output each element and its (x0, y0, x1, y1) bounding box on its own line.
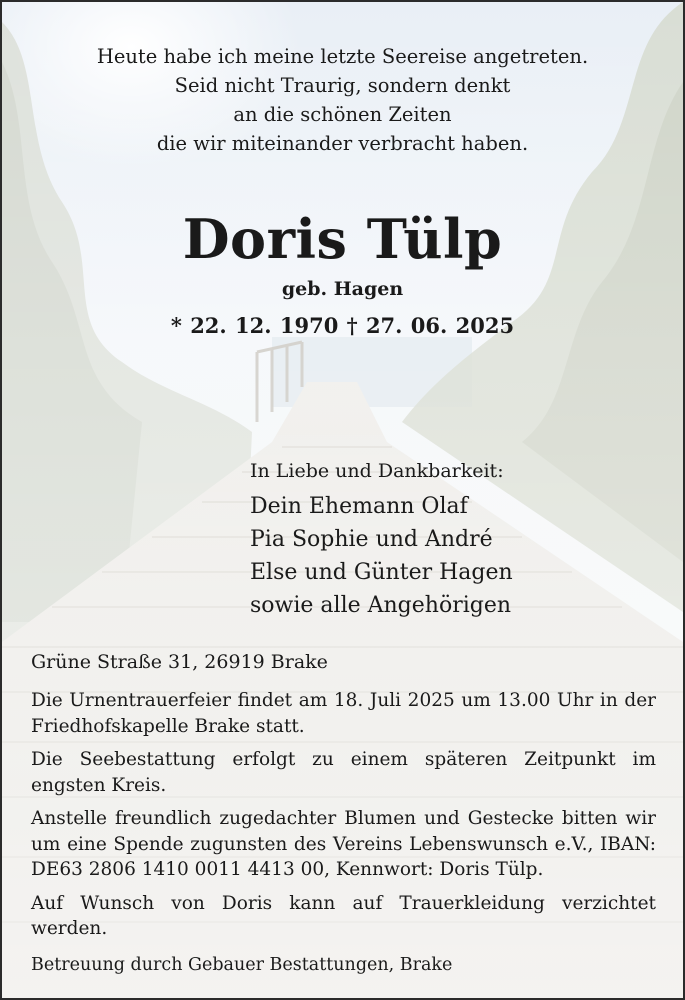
mourner-line: sowie alle Angehörigen (250, 593, 512, 618)
donation-paragraph: Anstelle freundlich zugedachter Blumen und Gestecke bitten wir um eine Spende zugunsten des Vereins Lebenswunsch e.V., IBAN: DE63 2806 1410 0011 4413 00, Kennwort: Doris Tülp. (31, 808, 656, 880)
deceased-name: Doris Tülp (182, 207, 503, 271)
farewell-poem (2, 42, 683, 158)
maiden-name: geb. Hagen (281, 278, 404, 300)
mourner-line: Dein Ehemann Olaf (250, 494, 468, 519)
poem-line: die wir miteinander verbracht haben. (156, 132, 529, 155)
sea-burial-paragraph: Die Seebestattung erfolgt zu einem späteren Zeitpunkt im engsten Kreis. (31, 749, 656, 796)
mourners-block (250, 457, 513, 622)
undertaker-credit: Betreuung durch Gebauer Bestattungen, Brake (31, 955, 453, 975)
poem-line: Heute habe ich meine letzte Seereise angetreten. (96, 45, 589, 68)
ceremony-paragraph: Die Urnentrauerfeier findet am 18. Juli 2025 um 13.00 Uhr in der Friedhofskapelle Brake statt. (31, 690, 656, 737)
family-address: Grüne Straße 31, 26919 Brake (31, 651, 328, 673)
mourner-line: Pia Sophie und André (250, 527, 493, 552)
dress-code-paragraph: Auf Wunsch von Doris kann auf Trauerkleidung verzichtet werden. (31, 892, 656, 939)
life-dates: * 22. 12. 1970 † 27. 06. 2025 (170, 313, 515, 338)
mourners-intro: In Liebe und Dankbarkeit: (250, 460, 504, 482)
mourner-line: Else und Günter Hagen (250, 560, 513, 585)
funeral-information (31, 688, 656, 950)
poem-line: an die schönen Zeiten (233, 103, 452, 126)
poem-line: Seid nicht Traurig, sondern denkt (174, 74, 511, 97)
